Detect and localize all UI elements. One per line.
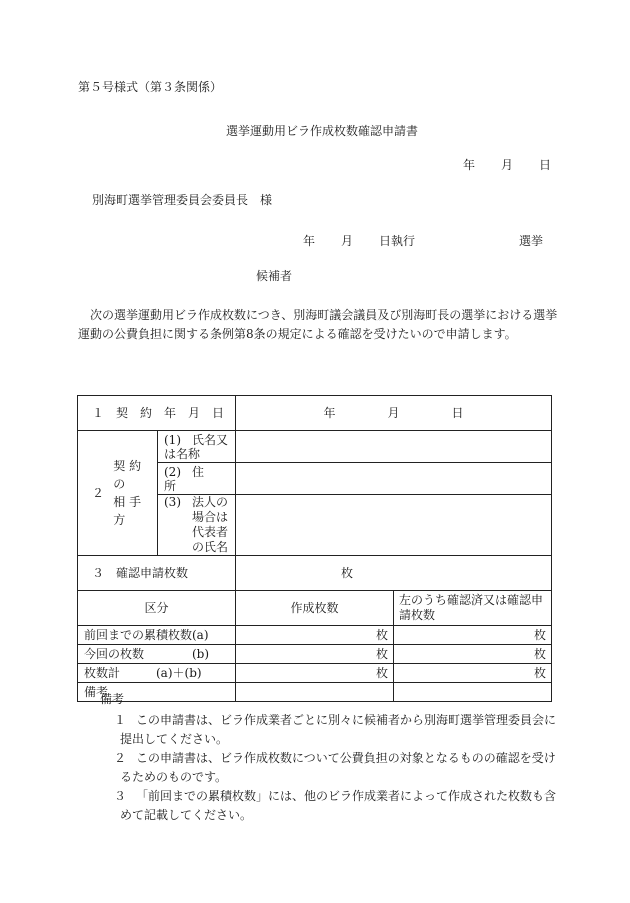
counterparty-representative-field[interactable] [236, 495, 552, 556]
column-header-confirmed: 左のうち確認済又は確認申請枚数 [394, 591, 552, 626]
counterparty-name-label [158, 431, 236, 463]
counterparty-label [78, 431, 158, 556]
election-year-label: 年 [303, 234, 316, 248]
counterparty-representative-label [158, 495, 236, 556]
date-year-label: 年 [463, 158, 476, 172]
date-month-label: 月 [501, 158, 514, 172]
confirmed-unit: 枚 [534, 628, 547, 642]
confirm-count-field[interactable] [236, 556, 552, 591]
counterparty-label-line2: 相 手 方 [113, 495, 142, 527]
note-item [100, 749, 560, 787]
counterparty-row-label: 住 所 [164, 464, 253, 493]
row-label: 前回までの累積枚数(a) [78, 626, 236, 645]
row-label: 枚数計 (a)＋(b) [78, 664, 236, 683]
row-label: 備考 [78, 683, 236, 702]
counterparty-num: ２ [92, 486, 105, 500]
counterparty-row-label-line1: 法人の場合は [192, 495, 229, 524]
confirmed-unit: 枚 [534, 666, 547, 680]
contract-date-row [78, 396, 552, 431]
counterparty-row-num: (3) [164, 495, 181, 509]
note-item [100, 787, 560, 825]
note-text-line2: 提出してください。 [120, 732, 229, 746]
counterparty-address-field[interactable] [236, 463, 552, 495]
row-label: 今回の枚数 (b) [78, 645, 236, 664]
confirmed-unit: 枚 [534, 647, 547, 661]
column-header-category: 区分 [78, 591, 236, 626]
counterparty-row-num: (1) [164, 432, 181, 447]
counterparty-row-num: (2) [164, 464, 181, 479]
contract-day-label: 日 [451, 406, 464, 420]
column-header-created: 作成枚数 [236, 591, 394, 626]
contract-month-label: 月 [387, 406, 400, 420]
contract-date-value[interactable] [236, 396, 552, 431]
notes-section [100, 690, 560, 825]
date-day-label: 日 [539, 158, 552, 172]
notes-heading: 備考 [100, 692, 125, 706]
note-text-line1: 「前回までの累積枚数」には、他のビラ作成業者によって作成された枚数も含 [136, 789, 557, 803]
table-row [78, 645, 552, 664]
election-name-label: 選挙 [519, 234, 544, 248]
created-unit: 枚 [376, 647, 389, 661]
note-number: ３ [114, 789, 127, 803]
note-item [100, 711, 560, 749]
confirm-count-label: ３ 確認申請枚数 [78, 556, 236, 591]
confirmed-count-cell[interactable] [394, 664, 552, 683]
addressee: 別海町選挙管理委員会委員長 様 [92, 193, 273, 207]
column-header-row [78, 591, 552, 626]
confirm-count-row [78, 556, 552, 591]
note-text-line2: めて記載してください。 [120, 808, 253, 822]
counterparty-name-field[interactable] [236, 431, 552, 463]
counterparty-row-label: 氏名又は名称 [164, 432, 229, 461]
note-text-line1: この申請書は、ビラ作成業者ごとに別々に候補者から別海町選挙管理委員会に [136, 713, 557, 727]
page-title: 選挙運動用ビラ作成枚数確認申請書 [225, 124, 418, 138]
election-day-label: 日執行 [379, 234, 416, 248]
form-number: 第５号様式（第３条関係） [78, 80, 223, 94]
created-count-cell[interactable] [236, 645, 394, 664]
application-table [77, 395, 552, 702]
note-text-line2: るためのものです。 [120, 770, 228, 784]
created-count-cell[interactable] [236, 664, 394, 683]
confirmed-count-cell[interactable] [394, 645, 552, 664]
counterparty-row-1 [78, 431, 552, 463]
note-text-line1: この申請書は、ビラ作成枚数について公費負担の対象となるものの確認を受け [136, 751, 556, 765]
created-unit: 枚 [376, 666, 389, 680]
table-row [78, 664, 552, 683]
counterparty-row-label-line2: 代表者の氏名 [192, 525, 229, 554]
note-number: １ [114, 713, 127, 727]
application-date [463, 158, 551, 172]
contract-year-label: 年 [323, 406, 336, 420]
election-month-label: 月 [341, 234, 354, 248]
confirm-count-unit: 枚 [341, 566, 354, 580]
counterparty-label-line1: 契 約 の [113, 459, 142, 491]
table-row [78, 626, 552, 645]
election-line [303, 234, 543, 248]
counterparty-address-label [158, 463, 253, 495]
created-unit: 枚 [376, 628, 389, 642]
confirmed-count-cell[interactable] [394, 626, 552, 645]
note-number: ２ [114, 751, 127, 765]
candidate-label: 候補者 [256, 269, 293, 283]
created-count-cell[interactable] [236, 626, 394, 645]
intro-paragraph: 次の選挙運動用ビラ作成枚数につき、別海町議会議員及び別海町長の選挙における選挙運動の公費負担に関する条例第8条の規定による確認を受けたいので申請します。 [78, 308, 558, 341]
contract-date-label: １ 契 約 年 月 日 [78, 396, 236, 431]
